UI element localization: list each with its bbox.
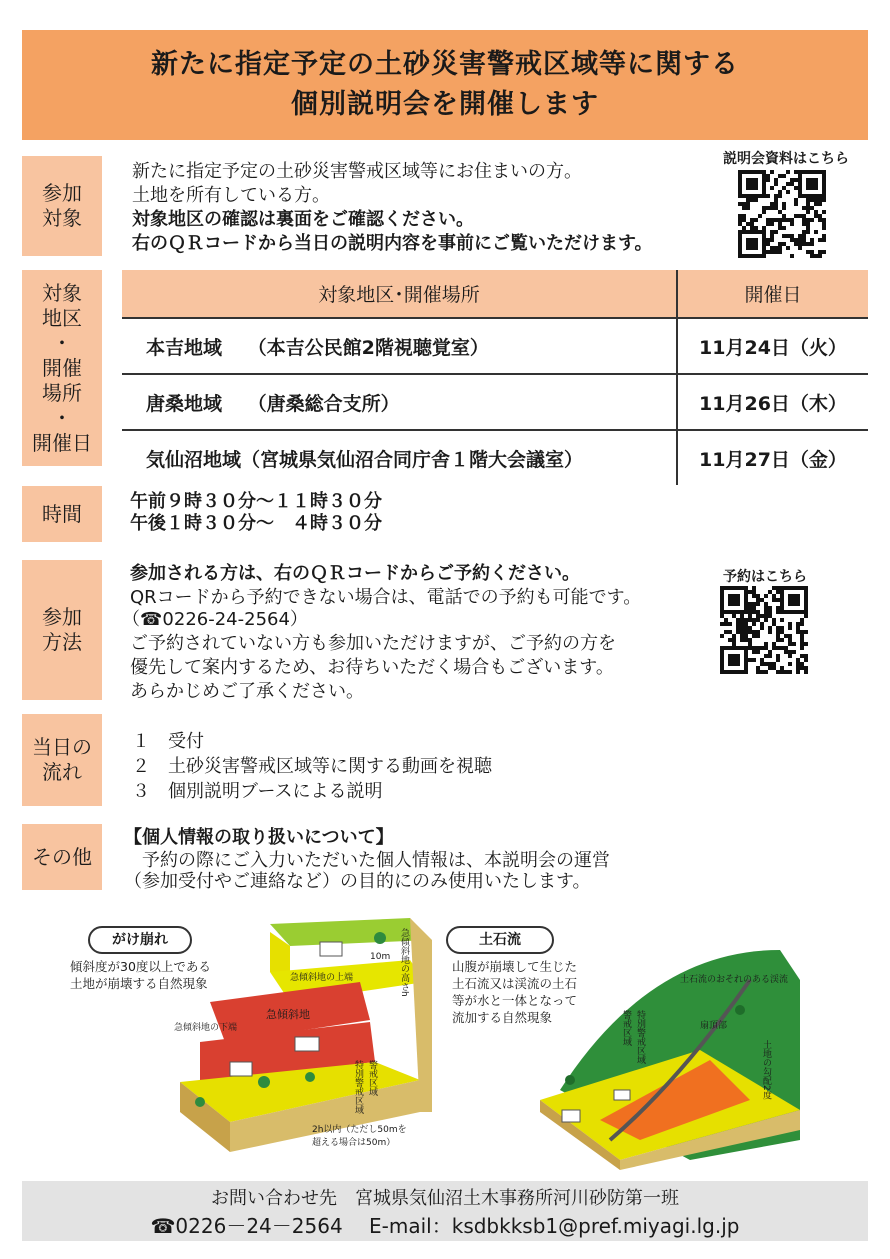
method-line1: 参加される方は、右のＱＲコードからご予約ください。 bbox=[130, 563, 580, 584]
schedule-label: 対象 地区 ・ 開催 場所 ・ 開催日 bbox=[22, 270, 102, 466]
table-header-row bbox=[122, 270, 868, 318]
page-title-line2: 個別説明会を開催します bbox=[291, 89, 599, 120]
row-area: 気仙沼地域（宮城県気仙沼合同庁舎１階大会議室） bbox=[122, 430, 677, 485]
method-line2: QRコードから予約できない場合は、電話での予約も可能です。 bbox=[130, 587, 642, 608]
method-line6: あらかじめご了承ください。 bbox=[130, 681, 364, 702]
cliff-title: がけ崩れ bbox=[88, 926, 192, 954]
flow-step: ２ 土砂災害警戒区域等に関する動画を視聴 bbox=[132, 756, 492, 777]
method-line5: 優先して案内するため、お待ちいただく場合もございます。 bbox=[130, 657, 614, 678]
cliff-10m-label: 10m bbox=[370, 952, 391, 962]
target-line4: 右のＱＲコードから当日の説明内容を事前にご覧いただけます。 bbox=[132, 233, 653, 254]
schedule-table bbox=[122, 270, 868, 485]
cliff-height-label: 急傾斜地の高さh bbox=[399, 928, 409, 997]
cliff-description: 傾斜度が30度以上である 土地が崩壊する自然現象 bbox=[70, 959, 211, 991]
qr-code-icon[interactable] bbox=[720, 586, 808, 674]
row-date: 11月27日（金） bbox=[677, 430, 868, 485]
cliff-slope-label: 急傾斜地 bbox=[266, 1008, 310, 1021]
flow-label: 当日の 流れ bbox=[22, 714, 102, 806]
table-row bbox=[122, 374, 868, 430]
flow-step: １ 受付 bbox=[132, 731, 204, 752]
target-line2: 土地を所有している方。 bbox=[132, 185, 330, 206]
method-label: 参加 方法 bbox=[22, 560, 102, 700]
time-label: 時間 bbox=[22, 486, 102, 542]
cliff-upper-label: 急傾斜地の上端 bbox=[290, 973, 354, 983]
page-header bbox=[22, 30, 868, 140]
cliff-warning-label: 警戒区域 bbox=[367, 1060, 377, 1096]
debris-description: 山腹が崩壊して生じた 土石流又は渓流の土石 等が水と一体となって 流加する自然現象 bbox=[452, 959, 578, 1025]
footer-phone-email: ☎0226－24－2564 E-mail：ksdbkksb1@pref.miyagi.lg.jp bbox=[150, 1214, 740, 1238]
row-area: 唐桑地域 （唐桑総合支所） bbox=[122, 374, 677, 430]
qr-code-icon[interactable] bbox=[738, 170, 826, 258]
method-phone: （☎0226-24-2564） bbox=[122, 609, 308, 630]
debris-title: 土石流 bbox=[446, 926, 554, 954]
page-title-line1: 新たに指定予定の土砂災害警戒区域等に関する bbox=[151, 49, 739, 80]
col-date-header: 開催日 bbox=[677, 270, 868, 318]
debris-fan-label: 扇頂部 bbox=[700, 1021, 728, 1031]
time-line1: 午前９時３０分～１１時３０分 bbox=[130, 491, 382, 512]
debris-special-label: 特別警戒区域 bbox=[635, 1010, 645, 1064]
target-line3: 対象地区の確認は裏面をご確認ください。 bbox=[132, 209, 474, 230]
cliff-2h-label: 2h以内（ただし50mを 超える場合は50m） bbox=[312, 1125, 407, 1148]
target-label: 参加 対象 bbox=[22, 156, 102, 256]
row-date: 11月26日（木） bbox=[677, 374, 868, 430]
target-line1: 新たに指定予定の土砂災害警戒区域等にお住まいの方。 bbox=[132, 161, 582, 182]
other-line2: 予約の際にご入力いただいた個人情報は、本説明会の運営 bbox=[124, 850, 610, 871]
debris-warning-label: 警戒区域 bbox=[621, 1010, 631, 1046]
method-line4: ご予約されていない方も参加いただけますが、ご予約の方を bbox=[130, 633, 616, 654]
row-area: 本吉地域 （本吉公民館2階視聴覚室） bbox=[122, 318, 677, 374]
col-area-header: 対象地区･開催場所 bbox=[122, 270, 677, 318]
other-line1: 【個人情報の取り扱いについて】 bbox=[124, 827, 394, 848]
time-line2: 午後１時３０分～ ４時３０分 bbox=[130, 513, 382, 534]
other-label: その他 bbox=[22, 824, 102, 890]
debris-slope-label: 土地の勾配2度 bbox=[761, 1040, 771, 1100]
cliff-lower-label: 急傾斜地の下端 bbox=[174, 1023, 238, 1033]
row-date: 11月24日（火） bbox=[677, 318, 868, 374]
table-row bbox=[122, 318, 868, 374]
footer-contact: お問い合わせ先 宮城県気仙沼土木事務所河川砂防第一班 bbox=[211, 1188, 679, 1209]
debris-stream-label: 土石流のおそれのある渓流 bbox=[680, 975, 789, 985]
qr-caption-materials: 説明会資料はこちら bbox=[723, 151, 849, 167]
cliff-special-label: 特別警戒区域 bbox=[353, 1060, 363, 1114]
table-row bbox=[122, 430, 868, 485]
flow-step: ３ 個別説明ブースによる説明 bbox=[132, 781, 383, 802]
other-line3: （参加受付やご連絡など）の目的にのみ使用いたします。 bbox=[124, 871, 591, 892]
qr-caption-reserve: 予約はこちら bbox=[723, 569, 807, 585]
